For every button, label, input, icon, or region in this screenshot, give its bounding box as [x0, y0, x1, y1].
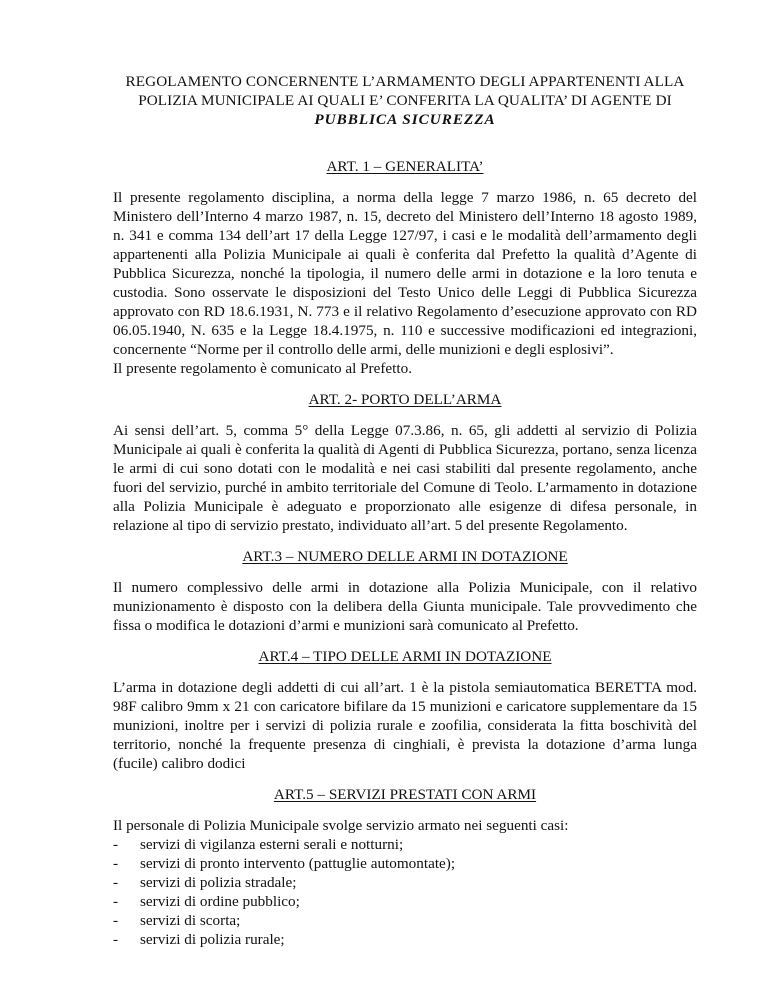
- article-2-heading: ART. 2- PORTO DELL’ARMA: [308, 391, 502, 408]
- article-4-heading: ART.4 – TIPO DELLE ARMI IN DOTAZIONE: [258, 648, 552, 665]
- article-5-heading: ART.5 – SERVIZI PRESTATI CON ARMI: [273, 786, 537, 803]
- services-list: [113, 835, 697, 949]
- list-item: [113, 892, 697, 911]
- document-title-line-1: REGOLAMENTO CONCERNENTE L’ARMAMENTO DEGLI APPARTENENTI ALLA: [125, 73, 685, 90]
- article-3-heading: ART.3 – NUMERO DELLE ARMI IN DOTAZIONE: [242, 548, 568, 565]
- document-title-line-2: POLIZIA MUNICIPALE AI QUALI E’ CONFERITA LA QUALITA’ DI AGENTE DI: [138, 92, 672, 109]
- list-item-text: servizi di polizia rurale;: [140, 931, 285, 948]
- article-3-paragraph: Il numero complessivo delle armi in dotazione alla Polizia Municipale, con il relativo munizionamento è disposto con la delibera della Giunta municipale. Tale provvedimento che fissa o modifica le dotazioni d’armi e munizioni sarà comunicato al Prefetto.: [113, 579, 697, 634]
- article-4-paragraph: L’arma in dotazione degli addetti di cui all’art. 1 è la pistola semiautomatica BERETTA mod. 98F calibro 9mm x 21 con caricatore bifilare da 15 munizioni e caricatore supplementare da 15 munizioni, inoltre per i servizi di polizia rurale e zoofilia, considerata la fitta boschività del territorio, nonché la frequente presenza di cinghiali, è prevista la dotazione d’arma lunga (fucile) calibro dodici: [113, 679, 697, 772]
- list-item: [113, 873, 697, 892]
- list-dash: -: [113, 912, 119, 929]
- list-dash: -: [113, 931, 119, 948]
- list-item: [113, 930, 697, 949]
- list-item: [113, 911, 697, 930]
- list-item-text: servizi di polizia stradale;: [140, 874, 297, 891]
- article-2-paragraph: Ai sensi dell’art. 5, comma 5° della Legge 07.3.86, n. 65, gli addetti al servizio di Polizia Municipale ai quali è conferita la qualità di Agenti di Pubblica Sicurezza, portano, senza licenza le armi di cui sono dotati con le modalità e nei casi stabiliti dal presente regolamento, anche fuori del servizio, purché in ambito territoriale del Comune di Teolo. L’armamento in dotazione alla Polizia Municipale è adeguato e proporzionato alle esigenze di difesa personale, in relazione al tipo di servizio prestato, individuato all’art. 5 del presente Regolamento.: [113, 422, 697, 534]
- list-item-text: servizi di vigilanza esterni serali e notturni;: [140, 836, 404, 853]
- article-1-paragraph: Il presente regolamento è comunicato al Prefetto.: [113, 360, 412, 377]
- list-item-text: servizi di ordine pubblico;: [140, 893, 300, 910]
- document-title-emphasis: PUBBLICA SICUREZZA: [314, 111, 496, 128]
- article-2-body: [113, 421, 697, 535]
- list-dash: -: [113, 836, 119, 853]
- list-item: [113, 835, 697, 854]
- article-1-body: [113, 188, 697, 378]
- article-1-paragraph: Il presente regolamento disciplina, a norma della legge 7 marzo 1986, n. 65 decreto del Ministero dell’Interno 4 marzo 1987, n. 15, decreto del Ministero dell’Interno 18 agosto 1989, n. 341 e comma 134 dell’art 17 della Legge 127/97, i casi e le modalità dell’armamento degli appartenenti alla Polizia Municipale ai quali è conferita dal Prefetto la qualità d’Agente di Pubblica Sicurezza, nonché la tipologia, il numero delle armi in dotazione e la loro tenuta e custodia. Sono osservate le disposizioni del Testo Unico delle Leggi di Pubblica Sicurezza approvato con RD 18.6.1931, N. 773 e il relativo Regolamento d’esecuzione approvato con RD 06.05.1940, N. 635 e la Legge 18.4.1975, n. 110 e successive modificazioni ed integrazioni, concernente “Norme per il controllo delle armi, delle munizioni e degli esplosivi”.: [113, 189, 697, 358]
- list-dash: -: [113, 874, 119, 891]
- article-4-body: [113, 678, 697, 773]
- document-title: [113, 72, 697, 129]
- list-dash: -: [113, 855, 119, 872]
- article-5-paragraph: Il personale di Polizia Municipale svolge servizio armato nei seguenti casi:: [113, 817, 569, 834]
- article-1-heading: ART. 1 – GENERALITA’: [326, 158, 484, 175]
- list-item-text: servizi di scorta;: [140, 912, 241, 929]
- list-item-text: servizi di pronto intervento (pattuglie automontate);: [140, 855, 456, 872]
- list-dash: -: [113, 893, 119, 910]
- list-item: [113, 854, 697, 873]
- article-5-body: [113, 816, 697, 949]
- article-3-body: [113, 578, 697, 635]
